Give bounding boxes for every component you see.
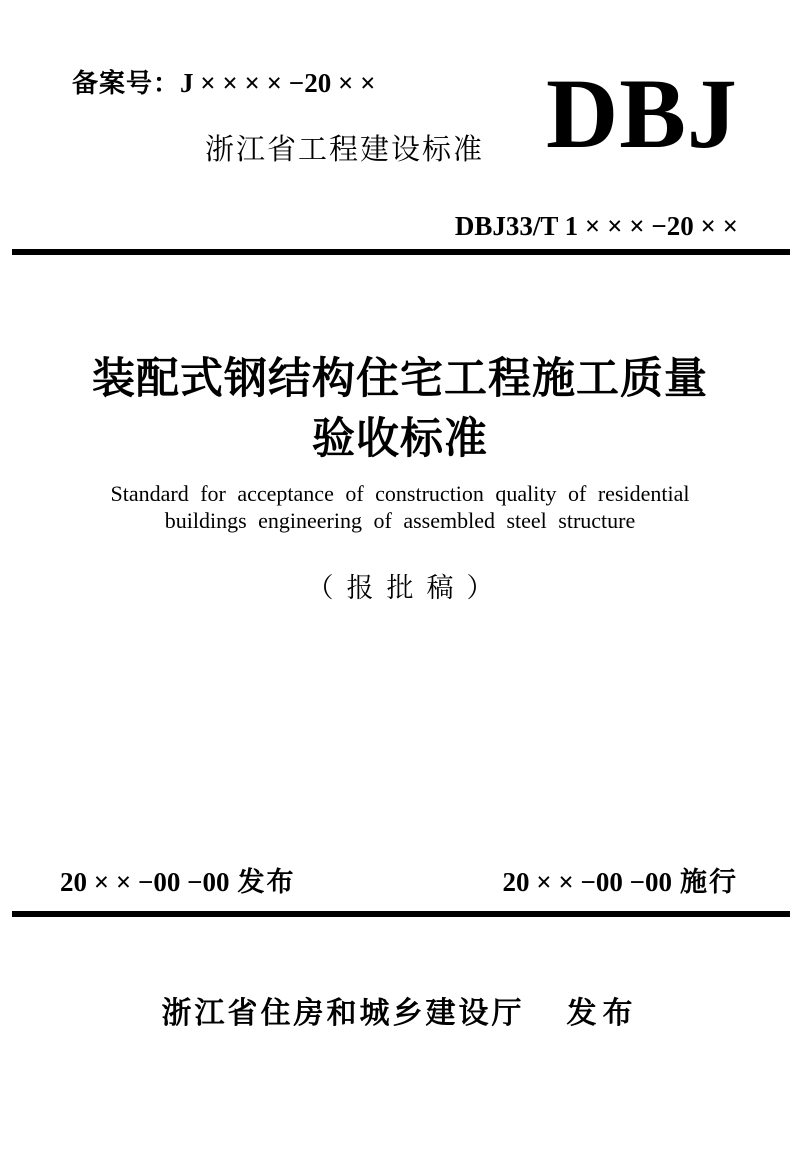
draft-status-label: （报批稿） [306,573,507,603]
bottom-rule [12,911,790,917]
standard-type-label: 浙江省工程建设标准 [205,134,485,166]
document-title-line-1: 装配式钢结构住宅工程施工质量 [92,356,708,403]
filing-number [72,63,375,100]
publisher-action: 发布 [566,997,639,1030]
publisher-name: 浙江省住房和城乡建设厅 [161,997,525,1030]
publisher-line [0,988,800,1032]
filing-number-code: J × × × × −20 × × [180,68,376,98]
document-title-line-2: 验收标准 [312,416,488,463]
document-title-english [0,480,800,534]
issue-date [60,860,296,899]
document-title [0,350,800,470]
implement-date-label: 施行 [680,867,738,897]
date-row [60,860,738,899]
implement-date [502,860,738,899]
issue-date-label: 发布 [237,867,296,897]
standard-number: DBJ33/T 1 × × × −20 × × [454,211,738,241]
document-title-english-line-2: buildings engineering of assembled steel structure [164,508,636,533]
implement-date-value: 20 × × −00 −00 [502,867,672,897]
top-rule [12,249,790,255]
dbj-logo: DBJ [546,58,738,169]
document-title-english-line-1: Standard for acceptance of construction quality of residential [110,481,690,506]
filing-number-label: 备案号： [72,68,181,98]
issue-date-value: 20 × × −00 −00 [60,867,230,897]
